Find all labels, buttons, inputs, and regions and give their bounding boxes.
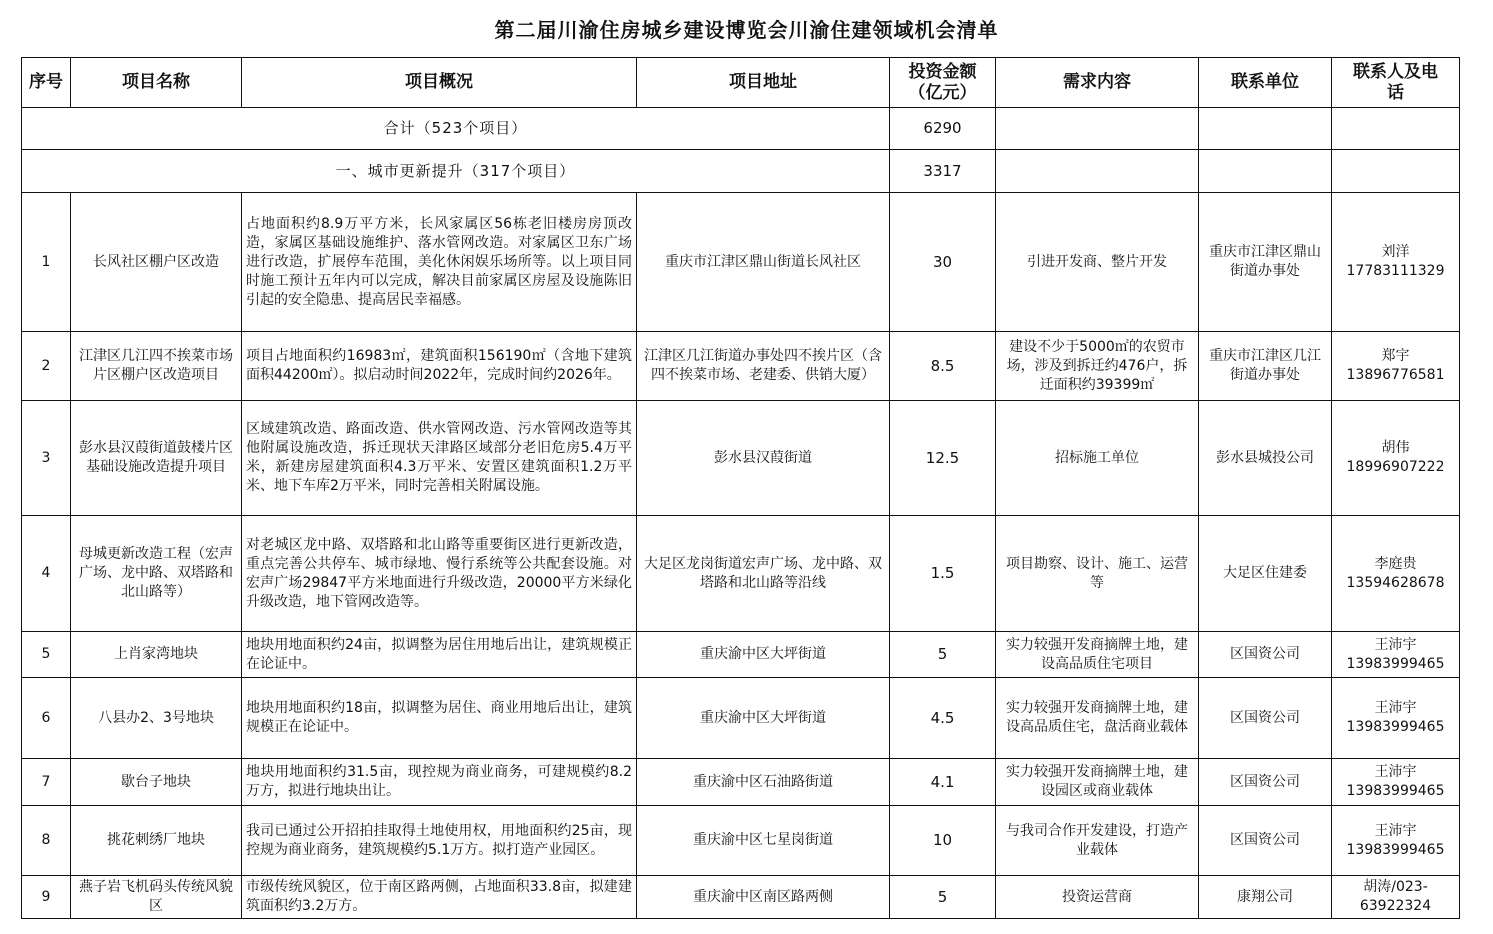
total-label: 合计（523个项目） — [22, 108, 890, 150]
row-address: 重庆渝中区南区路两侧 — [637, 876, 890, 919]
row-amount: 4.1 — [890, 759, 996, 806]
row-overview: 项目占地面积约16983㎡，建筑面积156190㎡（含地下建筑面积44200㎡）。拟启动时间2022年，完成时间约2026年。 — [242, 332, 637, 401]
header-row — [22, 58, 1460, 108]
section-contact-empty — [1332, 150, 1460, 193]
row-overview: 地块用地面积约18亩，拟调整为居住、商业用地后出让，建筑规模正在论证中。 — [242, 678, 637, 759]
row-amount: 5 — [890, 876, 996, 919]
row-contact: 王沛宇 13983999465 — [1332, 806, 1460, 876]
row-name: 江津区几江四不挨菜市场片区棚户区改造项目 — [71, 332, 242, 401]
row-demand: 引进开发商、整片开发 — [996, 193, 1199, 332]
row-overview: 占地面积约8.9万平方米，长风家属区56栋老旧楼房房顶改造，家属区基础设施维护、落水管网改造。对家属区卫东广场进行改造，扩展停车范围，美化休闲娱乐场所等。以上项目同时施工预计五年内可以完成，解决目前家属区房屋及设施陈旧引起的安全隐患、提高居民幸福感。 — [242, 193, 637, 332]
section-unit-empty — [1199, 150, 1332, 193]
row-seq: 6 — [22, 678, 71, 759]
row-demand: 投资运营商 — [996, 876, 1199, 919]
row-address: 重庆渝中区大坪街道 — [637, 632, 890, 678]
row-seq: 7 — [22, 759, 71, 806]
table-row — [22, 193, 1460, 332]
row-demand: 招标施工单位 — [996, 401, 1199, 516]
header-overview: 项目概况 — [242, 58, 637, 108]
row-unit: 区国资公司 — [1199, 632, 1332, 678]
header-contact: 联系人及电话 — [1332, 58, 1460, 108]
total-row — [22, 108, 1460, 150]
row-name: 母城更新改造工程（宏声广场、龙中路、双塔路和北山路等） — [71, 516, 242, 632]
row-seq: 3 — [22, 401, 71, 516]
row-name: 彭水县汉葭街道鼓楼片区基础设施改造提升项目 — [71, 401, 242, 516]
page-title: 第二届川渝住房城乡建设博览会川渝住建领域机会清单 — [494, 18, 999, 42]
row-unit: 大足区住建委 — [1199, 516, 1332, 632]
row-amount: 4.5 — [890, 678, 996, 759]
header-address: 项目地址 — [637, 58, 890, 108]
row-unit: 区国资公司 — [1199, 806, 1332, 876]
row-overview: 区域建筑改造、路面改造、供水管网改造、污水管网改造等其他附属设施改造，拆迁现状天津路区域部分老旧危房5.4万平米，新建房屋建筑面积4.3万平米、安置区建筑面积1.2万平米、地下车库2万平米，同时完善相关附属设施。 — [242, 401, 637, 516]
total-contact-empty — [1332, 108, 1460, 150]
table-row — [22, 401, 1460, 516]
row-seq: 8 — [22, 806, 71, 876]
row-unit: 区国资公司 — [1199, 678, 1332, 759]
row-contact: 胡伟 18996907222 — [1332, 401, 1460, 516]
row-name: 歇台子地块 — [71, 759, 242, 806]
row-demand: 与我司合作开发建设，打造产业载体 — [996, 806, 1199, 876]
row-contact: 王沛宇 13983999465 — [1332, 759, 1460, 806]
row-amount: 10 — [890, 806, 996, 876]
row-overview: 我司已通过公开招拍挂取得土地使用权，用地面积约25亩，现控规为商业商务，建筑规模约5.1万方。拟打造产业园区。 — [242, 806, 637, 876]
table-row — [22, 759, 1460, 806]
row-overview: 市级传统风貌区，位于南区路两侧，占地面积33.8亩，拟建建筑面积约3.2万方。 — [242, 876, 637, 919]
row-name: 八县办2、3号地块 — [71, 678, 242, 759]
row-overview: 对老城区龙中路、双塔路和北山路等重要街区进行更新改造，重点完善公共停车、城市绿地、慢行系统等公共配套设施。对宏声广场29847平方米地面进行升级改造，20000平方米绿化升级改造，地下管网改造等。 — [242, 516, 637, 632]
row-contact: 郑宇 13896776581 — [1332, 332, 1460, 401]
row-address: 重庆市江津区鼎山街道长风社区 — [637, 193, 890, 332]
row-demand: 实力较强开发商摘牌土地，建设高品质住宅，盘活商业载体 — [996, 678, 1199, 759]
table-row — [22, 876, 1460, 919]
row-seq: 9 — [22, 876, 71, 919]
section-demand-empty — [996, 150, 1199, 193]
row-contact: 王沛宇 13983999465 — [1332, 678, 1460, 759]
row-amount: 8.5 — [890, 332, 996, 401]
total-amount: 6290 — [890, 108, 996, 150]
table-row — [22, 806, 1460, 876]
row-contact: 王沛宇 13983999465 — [1332, 632, 1460, 678]
header-name: 项目名称 — [71, 58, 242, 108]
row-address: 江津区几江街道办事处四不挨片区（含四不挨菜市场、老建委、供销大厦） — [637, 332, 890, 401]
total-unit-empty — [1199, 108, 1332, 150]
table-row — [22, 632, 1460, 678]
row-amount: 5 — [890, 632, 996, 678]
row-overview: 地块用地面积约24亩，拟调整为居住用地后出让，建筑规模正在论证中。 — [242, 632, 637, 678]
row-unit: 区国资公司 — [1199, 759, 1332, 806]
header-demand: 需求内容 — [996, 58, 1199, 108]
section-row — [22, 150, 1460, 193]
row-address: 重庆渝中区大坪街道 — [637, 678, 890, 759]
header-amount: 投资金额（亿元） — [890, 58, 996, 108]
row-address: 重庆渝中区石油路街道 — [637, 759, 890, 806]
table-row — [22, 516, 1460, 632]
section-amount: 3317 — [890, 150, 996, 193]
row-seq: 2 — [22, 332, 71, 401]
row-contact: 李庭贵 13594628678 — [1332, 516, 1460, 632]
section-label: 一、城市更新提升（317个项目） — [22, 150, 890, 193]
header-seq: 序号 — [22, 58, 71, 108]
row-demand: 建设不少于5000㎡的农贸市场，涉及到拆迁约476户，拆迁面积约39399㎡ — [996, 332, 1199, 401]
row-contact: 胡涛/023-63922324 — [1332, 876, 1460, 919]
row-demand: 项目勘察、设计、施工、运营等 — [996, 516, 1199, 632]
row-name: 燕子岩飞机码头传统风貌区 — [71, 876, 242, 919]
row-name: 上肖家湾地块 — [71, 632, 242, 678]
row-unit: 彭水县城投公司 — [1199, 401, 1332, 516]
row-overview: 地块用地面积约31.5亩，现控规为商业商务，可建规模约8.2万方，拟进行地块出让。 — [242, 759, 637, 806]
row-name: 挑花刺绣厂地块 — [71, 806, 242, 876]
row-address: 重庆渝中区七星岗街道 — [637, 806, 890, 876]
row-contact: 刘洋 17783111329 — [1332, 193, 1460, 332]
row-name: 长风社区棚户区改造 — [71, 193, 242, 332]
row-seq: 4 — [22, 516, 71, 632]
table-row — [22, 332, 1460, 401]
header-unit: 联系单位 — [1199, 58, 1332, 108]
row-amount: 30 — [890, 193, 996, 332]
row-amount: 1.5 — [890, 516, 996, 632]
opportunity-table — [21, 57, 1460, 919]
row-unit: 康翔公司 — [1199, 876, 1332, 919]
row-address: 彭水县汉葭街道 — [637, 401, 890, 516]
total-demand-empty — [996, 108, 1199, 150]
row-amount: 12.5 — [890, 401, 996, 516]
row-demand: 实力较强开发商摘牌土地，建设高品质住宅项目 — [996, 632, 1199, 678]
row-seq: 5 — [22, 632, 71, 678]
row-demand: 实力较强开发商摘牌土地，建设园区或商业载体 — [996, 759, 1199, 806]
table-row — [22, 678, 1460, 759]
row-seq: 1 — [22, 193, 71, 332]
row-unit: 重庆市江津区几江街道办事处 — [1199, 332, 1332, 401]
row-unit: 重庆市江津区鼎山街道办事处 — [1199, 193, 1332, 332]
row-address: 大足区龙岗街道宏声广场、龙中路、双塔路和北山路等沿线 — [637, 516, 890, 632]
